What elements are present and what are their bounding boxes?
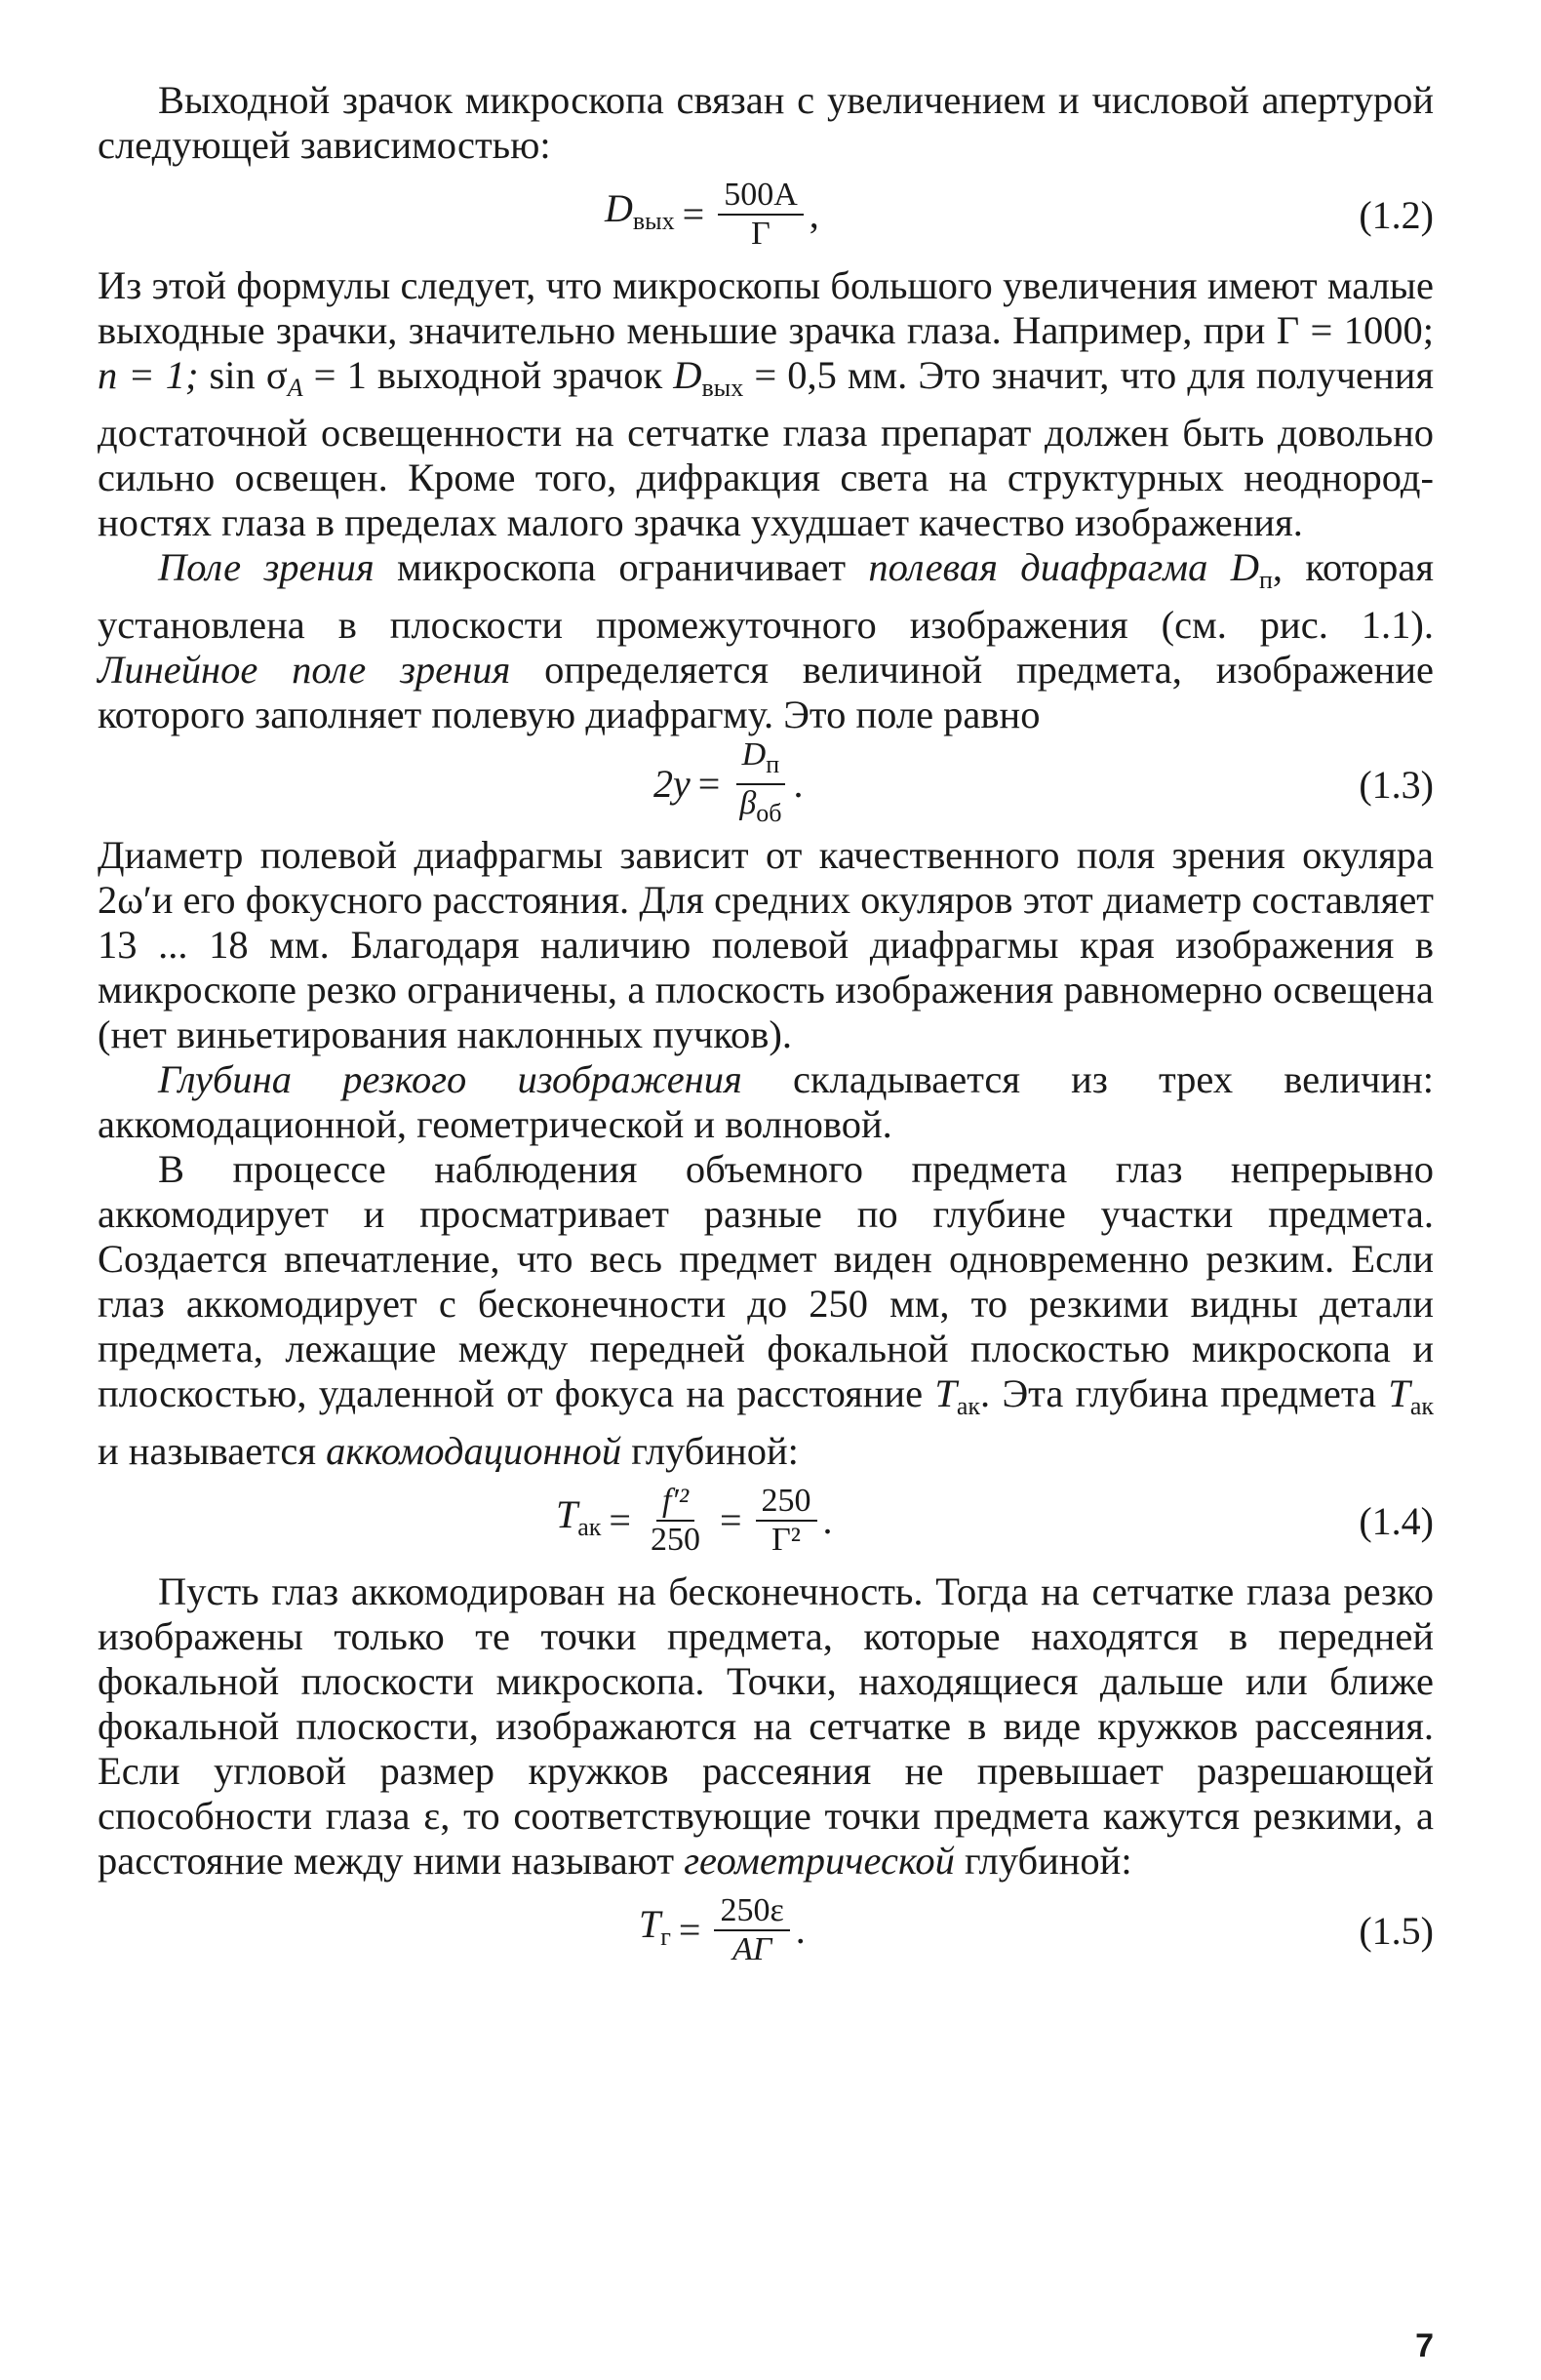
paragraph-text: выходной зрачок	[366, 353, 674, 397]
paragraph-text: определяется величиной предмета, изображение которого заполняет полевую диафрагму. Это поле равно	[98, 648, 1434, 736]
fraction-numerator: $D_п$	[736, 736, 785, 785]
formula-punctuation: .	[793, 762, 804, 806]
paragraph-field-of-view	[98, 545, 1434, 737]
paragraph-small-pupils	[98, 263, 1434, 545]
paragraph-text: , которая установлена в плоскости промежуточного изображения (см. рис. 1.1).	[98, 545, 1434, 647]
paragraph-text: микроскопа ограничивает	[374, 545, 869, 589]
fraction-denominator: 250	[650, 1522, 700, 1558]
paragraph-text: Диаметр полевой диафрагмы зависит от качественного поля зрения окуляра 2ω′и его фокусного расстояния. Для средних окуляров этот диаметр составляет 13 ... 18 мм. Благодаря наличию полевой диафрагмы края изображения в микроскопе резко ограничены, а плоскость изображения равномерно освещена (нет виньетирования наклонных пучков).	[98, 833, 1434, 1056]
equation-number: (1.5)	[1359, 1909, 1434, 1953]
equation-number: (1.2)	[1359, 193, 1434, 237]
fraction	[718, 177, 804, 253]
inline-math-sin: $\sin \sigma_A = 1$	[209, 353, 367, 402]
paragraph-exit-pupil	[98, 78, 1434, 168]
equals-sign: =	[678, 1908, 701, 1952]
fraction-denominator: Г	[751, 216, 770, 252]
formula-punctuation: .	[822, 1498, 833, 1542]
term-accommodation-depth: аккомодационной	[326, 1429, 622, 1473]
inline-math-gamma: Г = 1000;	[1276, 308, 1435, 352]
formula-punctuation: .	[795, 1908, 806, 1952]
formula-1-3	[98, 736, 1434, 829]
formula-lhs: $T_г$	[639, 1901, 671, 1951]
inline-math-t-ak: $T_{ак}$	[934, 1371, 981, 1420]
fraction	[645, 1483, 706, 1559]
paragraph-text: складывается из трех величин: аккомодационной, геометрической и волновой.	[98, 1057, 1434, 1146]
formula-1-2	[98, 170, 1434, 259]
fraction	[733, 736, 787, 832]
fraction	[714, 1892, 789, 1968]
equation-number: (1.4)	[1359, 1499, 1434, 1543]
paragraph-geometric-depth	[98, 1569, 1434, 1884]
equation-number: (1.3)	[1359, 763, 1434, 807]
formula-lhs: 2y	[653, 762, 691, 806]
paragraph-text: Пусть глаз аккомодирован на бесконечность. Тогда на сетчатке глаза резко изображены только те точки предмета, которые находятся в передней фокальной плоскости микроскопа. Точки, находящиеся дальше или ближе фокальной плоскости, изображаются на сетчатке в виде кружков рассеяния. Если угловой размер кружков рассеяния не превышает разрешающей способности глаза ε, то соответствующие точки предмета кажутся резкими, а расстояние между ними называют	[98, 1569, 1434, 1883]
fraction-denominator: $\beta_{об}$	[739, 785, 782, 827]
formula-lhs: $D_{вых}$	[605, 185, 675, 235]
paragraph-text: Из этой формулы следует, что микроскопы большого увеличения имеют малые выходные зрачки, значительно меньшие зрачка глаза. Например, при	[98, 263, 1434, 352]
fraction-numerator: 250	[756, 1483, 817, 1522]
formula-expression	[556, 1476, 833, 1566]
term-geometric-depth: геометрической	[684, 1839, 955, 1883]
formula-1-5	[98, 1885, 1434, 1975]
paragraph-depth-of-focus	[98, 1057, 1434, 1147]
paragraph-stop-diameter	[98, 833, 1434, 1057]
fraction-denominator: Г²	[771, 1522, 801, 1558]
paragraph-accommodation	[98, 1147, 1434, 1474]
paragraph-text: = 0,5 мм. Это значит, что для получения достаточной освещенности на сетчатке глаза препарат должен быть довольно сильно освещен. Кроме того, дифракция света на структурных неоднородностях глаза в пределах малого зрачка ухудшает качество изображения.	[98, 353, 1435, 544]
paragraph-text: . Эта глубина предмета	[980, 1371, 1389, 1415]
formula-expression	[605, 170, 819, 259]
term-linear-field: Линейное поле зрения	[98, 648, 511, 692]
formula-expression	[653, 736, 804, 829]
page-number: 7	[1415, 2327, 1434, 2364]
term-depth-of-focus: Глубина резкого изображения	[158, 1057, 742, 1101]
fraction-denominator: AГ	[732, 1931, 772, 1967]
fraction-numerator: f′²	[656, 1483, 694, 1522]
inline-math-d-exit: $D_{вых}$	[673, 353, 744, 402]
equals-sign: =	[697, 762, 721, 806]
formula-expression	[639, 1885, 806, 1975]
paragraph-text: Выходной зрачок микроскопа связан с увеличением и числовой апертурой следующей зависимостью:	[98, 78, 1434, 167]
formula-1-4	[98, 1476, 1434, 1566]
term-field-stop: полевая диафрагма $D_п$	[868, 545, 1273, 594]
paragraph-text: глубиной:	[621, 1429, 799, 1473]
formula-punctuation: ,	[809, 192, 819, 236]
equals-sign: =	[682, 192, 705, 236]
fraction-numerator: 250ε	[714, 1892, 789, 1931]
equals-sign: =	[609, 1498, 631, 1542]
paragraph-text: В процессе наблюдения объемного предмета глаз непрерывно аккомодирует и просматривает разные по глубине участки предмета. Создается впечатление, что весь предмет виден одновременно резким. Если глаз аккомодирует с бесконечности до 250 мм, то резкими видны детали предмета, лежащие между передней фокальной плоскостью микроскопа и плоскостью, удаленной от фокуса на расстояние	[98, 1147, 1434, 1415]
term-field-of-view: Поле зрения	[158, 545, 375, 589]
paragraph-text: и называется	[98, 1429, 327, 1473]
equals-sign: =	[719, 1498, 742, 1542]
fraction	[756, 1483, 817, 1559]
inline-math-n: n = 1;	[98, 353, 199, 397]
formula-lhs: $T_{ак}$	[556, 1491, 602, 1541]
fraction-numerator: 500A	[718, 177, 804, 216]
page-body	[98, 78, 1434, 1979]
inline-math-t-ak: $T_{ак}$	[1388, 1371, 1434, 1420]
paragraph-text: глубиной:	[954, 1839, 1132, 1883]
